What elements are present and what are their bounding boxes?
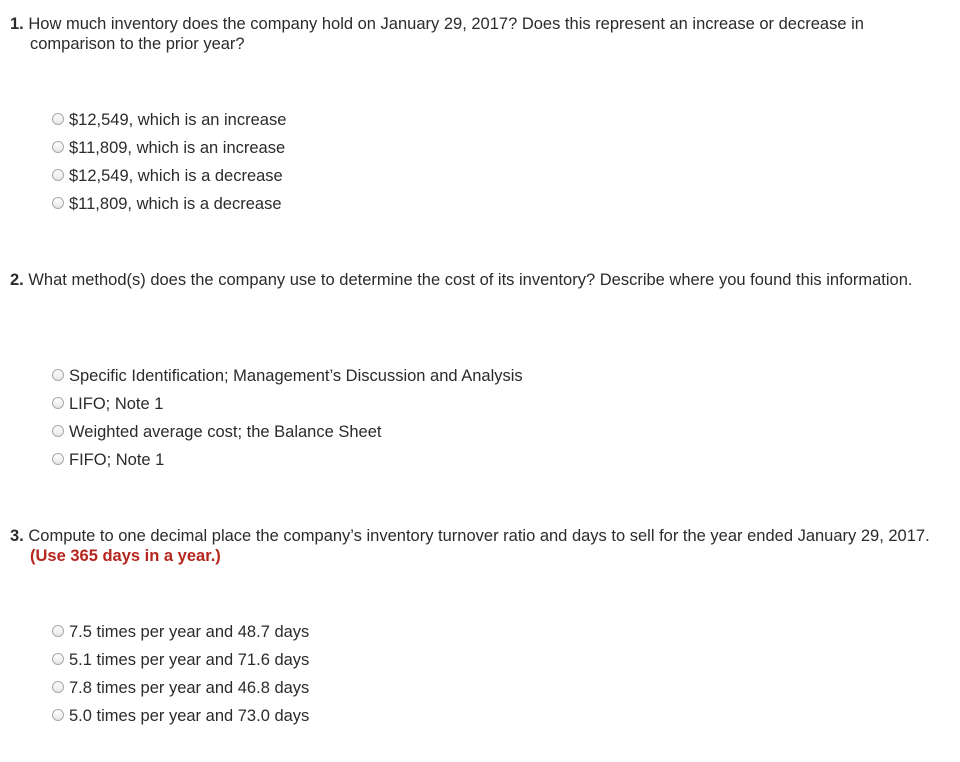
option-label[interactable]: $12,549, which is a decrease (69, 167, 283, 185)
question-3-number: 3. (10, 527, 24, 545)
option-label[interactable]: $11,809, which is a decrease (69, 195, 282, 213)
option-label[interactable]: 7.5 times per year and 48.7 days (69, 623, 310, 641)
question-2-option-4[interactable] (52, 446, 523, 474)
radio-button[interactable] (52, 453, 64, 465)
radio-button[interactable] (52, 625, 64, 637)
question-3-option-4[interactable] (52, 702, 309, 730)
question-3-note: (Use 365 days in a year.) (30, 547, 221, 565)
question-3-prompt: Compute to one decimal place the company’s inventory turnover ratio and days to sell for the year ended January 29, 2017. (28, 527, 930, 545)
option-label[interactable]: Specific Identification; Management’s Discussion and Analysis (69, 367, 523, 385)
radio-button[interactable] (52, 425, 64, 437)
question-1-option-2[interactable] (52, 134, 286, 162)
question-2-option-3[interactable] (52, 418, 523, 446)
question-2-prompt: What method(s) does the company use to determine the cost of its inventory? Describe where you found this information. (28, 271, 913, 289)
question-2-options (52, 362, 523, 474)
question-1-text (10, 14, 940, 54)
option-label[interactable]: 5.0 times per year and 73.0 days (69, 707, 310, 725)
question-2-option-1[interactable] (52, 362, 523, 390)
question-2-text (10, 270, 940, 290)
question-1-option-3[interactable] (52, 162, 286, 190)
question-2-option-2[interactable] (52, 390, 523, 418)
option-label[interactable]: 5.1 times per year and 71.6 days (69, 651, 310, 669)
radio-button[interactable] (52, 141, 64, 153)
question-1-number: 1. (10, 15, 24, 33)
question-2 (0, 270, 960, 480)
option-label[interactable]: Weighted average cost; the Balance Sheet (69, 423, 382, 441)
question-3-option-3[interactable] (52, 674, 309, 702)
radio-button[interactable] (52, 653, 64, 665)
question-1-option-4[interactable] (52, 190, 286, 218)
radio-button[interactable] (52, 197, 64, 209)
question-1 (0, 14, 960, 224)
radio-button[interactable] (52, 709, 64, 721)
question-2-number: 2. (10, 271, 24, 289)
option-label[interactable]: FIFO; Note 1 (69, 451, 165, 469)
question-3-options (52, 618, 309, 730)
question-3-text (10, 526, 940, 566)
option-label[interactable]: $12,549, which is an increase (69, 111, 287, 129)
question-1-options (52, 106, 286, 218)
radio-button[interactable] (52, 369, 64, 381)
radio-button[interactable] (52, 113, 64, 125)
radio-button[interactable] (52, 169, 64, 181)
radio-button[interactable] (52, 681, 64, 693)
question-3 (0, 526, 960, 736)
question-3-option-2[interactable] (52, 646, 309, 674)
radio-button[interactable] (52, 397, 64, 409)
option-label[interactable]: LIFO; Note 1 (69, 395, 164, 413)
question-3-option-1[interactable] (52, 618, 309, 646)
option-label[interactable]: 7.8 times per year and 46.8 days (69, 679, 310, 697)
question-1-prompt: How much inventory does the company hold on January 29, 2017? Does this represent an increase or decrease in comparison to the prior year? (28, 15, 864, 53)
question-1-option-1[interactable] (52, 106, 286, 134)
option-label[interactable]: $11,809, which is an increase (69, 139, 286, 157)
